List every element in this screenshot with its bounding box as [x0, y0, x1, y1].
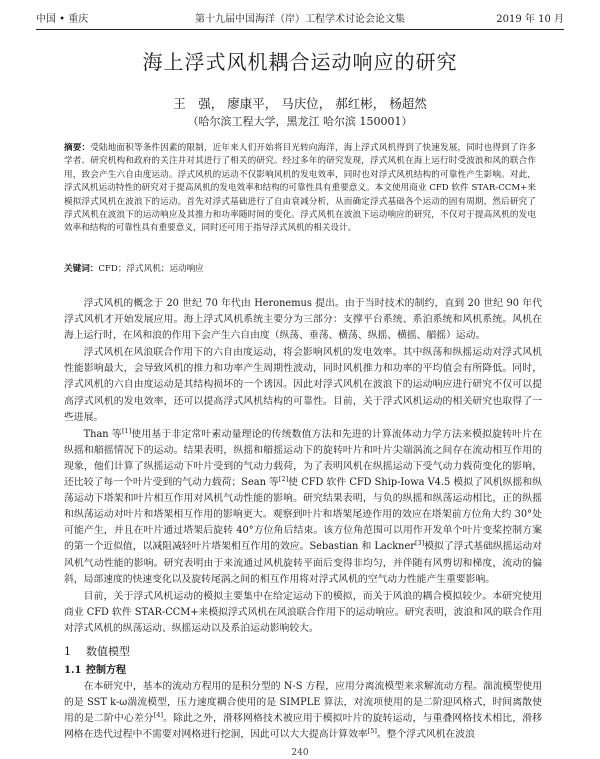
subsection-heading — [64, 663, 542, 679]
abstract-text: 受陆地面积等条件因素的限制，近年来人们开始将目光转向海洋，海上浮式风机得到了快速发展，同时也得到了许多学者、研究机构和政府的关注并对其进行了相关的研究。经过多年的研究发现，浮式风机在海上运行时受波浪和风的联合作用，致会产生六自由度运动。浮式风机的运动不仅影响风机的发电效率，同时也对浮式风机结构的可靠性产生影响。对此，浮式风机运动特性的研究对于提高风机的发电效率和结构的可靠性具有重要意义。本文使用商业 CFD 软件 STAR-CCM+来模拟浮式风机在波浪下的运动。首先对浮式基础进行了自由衰减分析，从而确定浮式基础各个运动的固有周期，然后研究了浮式风机在波浪下的运动响应及其推力和功率随时间的变化。浮式风机在波浪下运动响应的研究，不仅对于提高风机的发电效率和结构的可靠性具有重要意义，同时还可用于指导浮式风机的相关设计。 — [64, 143, 536, 234]
author-list: 王 强， 廖康平， 马庆位， 郝红彬， 杨超然 — [173, 96, 427, 111]
header-proceedings: 第十九届中国海洋（岸）工程学术讨论会论文集 — [195, 14, 405, 25]
paragraph: 在本研究中，基本的流动方程用的是积分型的 N-S 方程，应用分离流模型来求解流动方程。湍流模型使用的是 SST k-ω湍流模型，压力速度耦合使用的是 SIMPLE 算法，对流项使用的是二阶迎风格式，时间离散使用的是二阶中心差分[4]。除此之外，滑移网格技术被应用于模拟叶片的旋转运动，与重叠网格技术相比，滑移网格在迭代过程中不需要对网格进行挖洞，因此可以大大提高计算效率[5]。整个浮式风机在波浪 — [64, 680, 543, 741]
section-number: 1 — [64, 644, 71, 658]
paragraph: Than 等[1]使用基于非定常叶素动量理论的传统数值方法和先进的计算流体动力学方法来模拟旋转叶片在纵摇和艏摇情况下的运动。结果表明，纵摇和艏摇运动下的旋转叶片和叶片尖端涡流之间存在流动相互作用的现象，他们计算了纵摇运动下叶片受到的气动力载荷，为了表明风机在纵摇运动下受气动力载荷变化的影响，还比较了每一个叶片受到的气动力载荷；Sean 等[2]使 CFD 软件 CFD Ship-Iowa V4.5 模拟了风机纵摇和纵荡运动下塔架和叶片相互作用对风机气动性能的影响。研究结果表明，与负的纵摇和纵荡运动相比，正的纵摇和纵荡运动对叶片和塔架相互作用的影响更大。观察到叶片和塔架尾迹作用的效应在塔架前方位角大约 30°处可能产生，并且在叶片通过塔架后旋转 40°方位角后结束。该方位角范围可以用作开发单个叶片变桨控制方案的第一个近似值，以减阻减轻叶片塔架相互作用的效应。Sebastian 和 Lackner[3]模拟了浮式基础纵摇运动对风机气动性能的影响。研究表明由于来流通过风机旋转平面后变得非均匀，并伴随有风剪切和梯度，流动的偏斜，局部速度的快速变化以及旋转尾涡之间的相互作用将对浮式风机的空气动力性能产生重要影响。 — [64, 426, 543, 585]
section-title: 数值模型 — [86, 644, 130, 658]
body-text — [64, 296, 542, 744]
affiliation: （哈尔滨工程大学，黑龙江 哈尔滨 150001） — [187, 115, 413, 128]
keywords — [64, 262, 536, 276]
header-date: 2019 年 10 月 — [496, 14, 564, 25]
keywords-text: CFD；浮式风机；运动响应 — [98, 264, 204, 274]
page-number: 240 — [291, 748, 309, 758]
header-rule — [36, 29, 564, 30]
paragraph: 浮式风机的概念于 20 世纪 70 年代由 Heronemus 提出。由于当时技术的制约，直到 20 世纪 90 年代浮式风机才开始发展应用。海上浮式风机系统主要分为三部分：支撑平台系统、系泊系统和风机系统。风机在海上运行时，在风和浪的作用下会产生六自由度（纵荡、垂荡、横荡、纵摇、横摇、艏摇）运动。 — [64, 298, 542, 342]
subsection-title: 控制方程 — [86, 664, 126, 676]
keywords-label: 关键词： — [64, 264, 99, 274]
paper-title: 海上浮式风机耦合运动响应的研究 — [142, 50, 458, 74]
abstract — [64, 142, 536, 236]
header-location: 中国 • 重庆 — [36, 14, 89, 25]
paragraph: 浮式风机在风浪联合作用下的六自由度运动，将会影响风机的发电效率。其中纵荡和纵摇运动对浮式风机性能影响最大，会导致风机的推力和功率产生周期性波动，同时风机推力和功率的平均值会有所降低。同时，浮式风机的六自由度运动是其结构损坏的一个诱因。因此对浮式风机在波浪下的运动响应进行研究不仅可以提高浮式风机的发电效率，还可以提高浮式风机结构的可靠性。目前，关于浮式风机运动的相关研究也取得了一些进展。 — [64, 347, 542, 423]
abstract-label: 摘要： — [64, 143, 91, 153]
paragraph: 目前，关于浮式风机运动的模拟主要集中在给定运动下的模拟，而关于风浪的耦合模拟较少。本研究使用商业 CFD 软件 STAR-CCM+来模拟浮式风机在风浪联合作用下的运动响应。研究表明，波浪和风的联合作用对浮式风机的纵荡运动、纵摇运动以及系泊运动影响较大。 — [64, 590, 542, 634]
subsection-number: 1.1 — [64, 664, 82, 676]
section-heading — [64, 643, 542, 661]
running-header — [36, 12, 564, 28]
